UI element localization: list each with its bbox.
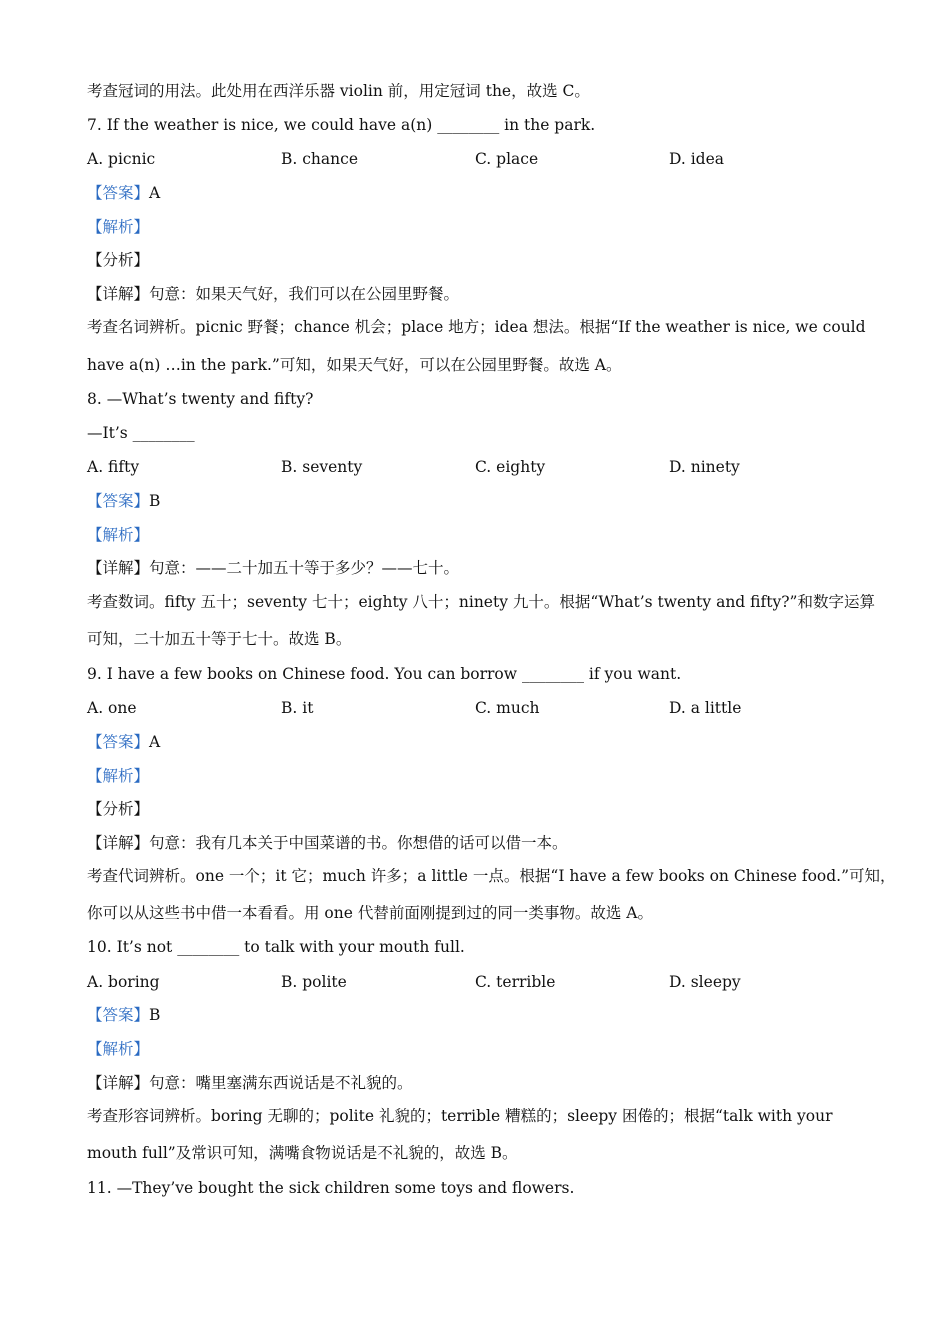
question-9-option-b: B. it [281, 699, 314, 717]
question-7-option-c: C. place [475, 150, 539, 168]
question-11-stem: 11. —They’ve bought the sick children some toys and flowers. [87, 1179, 575, 1197]
question-10-option-a: A. boring [87, 973, 160, 991]
question-9-option-c: C. much [475, 699, 540, 717]
question-10-stem: 10. It’s not ________ to talk with your mouth full. [87, 938, 465, 956]
answer-value: A [149, 733, 161, 751]
question-8-option-d: D. ninety [669, 458, 740, 476]
answer-value: B [149, 1006, 161, 1024]
question-10-explain-line-2: mouth full”及常识可知，满嘴食物说话是不礼貌的，故选 B。 [87, 1144, 518, 1162]
question-9-analysis-tag: 【解析】 [87, 767, 150, 785]
detail-tag: 【详解】 [87, 1074, 150, 1092]
question-9-explain-line-1: 考查代词辨析。one 一个；it 它；much 许多；a little 一点。根据“I have a few books on Chinese food.”可知， [87, 867, 896, 885]
question-7-answer [87, 183, 160, 203]
question-9-stem: 9. I have a few books on Chinese food. You can borrow ________ if you want. [87, 665, 682, 683]
detail-tag: 【详解】 [87, 559, 150, 577]
question-7-option-a: A. picnic [87, 150, 156, 168]
question-7-explain-line-2: have a(n) …in the park.”可知，如果天气好，可以在公园里野餐。故选 A。 [87, 356, 622, 374]
question-7-detail [87, 284, 459, 304]
question-10-option-b: B. polite [281, 973, 347, 991]
question-10-answer [87, 1005, 160, 1025]
question-8-analysis-tag: 【解析】 [87, 526, 150, 544]
question-10-analysis-tag: 【解析】 [87, 1040, 150, 1058]
detail-text: 句意：如果天气好，我们可以在公园里野餐。 [149, 285, 460, 303]
question-7-fenxi-tag: 【分析】 [87, 251, 150, 269]
question-8-explain-line-1: 考查数词。fifty 五十；seventy 七十；eighty 八十；ninety 九十。根据“What’s twenty and fifty?”和数字运算 [87, 593, 875, 611]
intro-line: 考查冠词的用法。此处用在西洋乐器 violin 前，用定冠词 the，故选 C。 [87, 82, 590, 100]
question-10-explain-line-1: 考查形容词辨析。boring 无聊的；polite 礼貌的；terrible 糟糕的；sleepy 困倦的；根据“talk with your [87, 1107, 833, 1125]
question-7-option-d: D. idea [669, 150, 725, 168]
question-8-option-c: C. eighty [475, 458, 546, 476]
question-9-fenxi-tag: 【分析】 [87, 800, 150, 818]
question-8-stem-line-2: —It’s ________ [87, 424, 195, 442]
question-7-option-b: B. chance [281, 150, 358, 168]
question-10-option-c: C. terrible [475, 973, 556, 991]
question-9-option-d: D. a little [669, 699, 742, 717]
detail-text: 句意：我有几本关于中国菜谱的书。你想借的话可以借一本。 [149, 834, 568, 852]
answer-value: A [149, 184, 161, 202]
answer-tag: 【答案】 [87, 733, 150, 751]
question-8-explain-line-2: 可知，二十加五十等于七十。故选 B。 [87, 630, 352, 648]
detail-text: 句意：——二十加五十等于多少？——七十。 [149, 559, 460, 577]
detail-tag: 【详解】 [87, 834, 150, 852]
answer-tag: 【答案】 [87, 492, 150, 510]
question-7-analysis-tag: 【解析】 [87, 218, 150, 236]
detail-tag: 【详解】 [87, 285, 150, 303]
answer-value: B [149, 492, 161, 510]
question-7-stem: 7. If the weather is nice, we could have a(n) ________ in the park. [87, 116, 596, 134]
question-9-answer [87, 732, 160, 752]
question-9-explain-line-2: 你可以从这些书中借一本看看。用 one 代替前面刚提到过的同一类事物。故选 A。 [87, 904, 653, 922]
question-8-detail [87, 558, 459, 578]
question-9-detail [87, 833, 568, 853]
answer-tag: 【答案】 [87, 1006, 150, 1024]
question-9-option-a: A. one [87, 699, 137, 717]
question-10-detail [87, 1073, 413, 1093]
question-8-option-b: B. seventy [281, 458, 363, 476]
answer-tag: 【答案】 [87, 184, 150, 202]
question-8-stem-line-1: 8. —What’s twenty and fifty? [87, 390, 314, 408]
question-8-option-a: A. fifty [87, 458, 140, 476]
question-10-option-d: D. sleepy [669, 973, 741, 991]
question-7-explain-line-1: 考查名词辨析。picnic 野餐；chance 机会；place 地方；idea 想法。根据“If the weather is nice, we could [87, 318, 866, 336]
detail-text: 句意：嘴里塞满东西说话是不礼貌的。 [149, 1074, 413, 1092]
question-8-answer [87, 491, 160, 511]
